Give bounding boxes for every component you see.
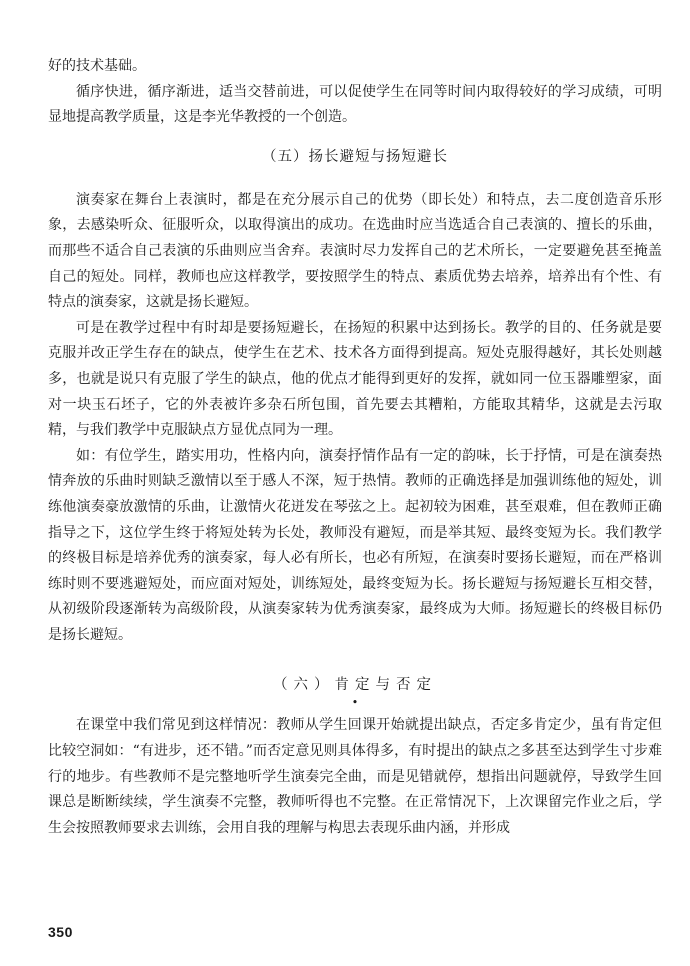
section-heading-6: [48, 673, 662, 694]
section-heading-5: （五）扬长避短与扬短避长: [262, 148, 448, 165]
section5-paragraph-1: 演奏家在舞台上表演时，都是在充分展示自己的优势（即长处）和特点，去二度创造音乐形象，去感染听众、征服听众，以取得演出的成功。在选曲时应当选适合自己表演的、擅长的乐曲，而那些不适合自己表演的乐曲则应当舍弃。表演时尽力发挥自己的艺术所长，一定要避免甚至掩盖自己的短处。同样，教师也应这样教学，要按照学生的特点、素质优势去培养，培养出有个性、有特点的演奏家，这就是扬长避短。: [48, 191, 662, 311]
paragraph-top-1: 好的技术基础。: [48, 58, 146, 74]
document-page: [48, 54, 662, 841]
section5-paragraph-3: 如：有位学生，踏实用功，性格内向，演奏抒情作品有一定的韵味，长于抒情，可是在演奏热情奔放的乐曲时则缺乏激情以至于感人不深，短于热情。教师的正确选择是加强训练他的短处，训练他演奏豪放激情的乐曲，让激情火花迸发在琴弦之上。起初较为困难，甚至艰难，但在教师正确指导之下，这位学生终于将短处转为长处，教师没有避短，而是举其短、最终变短为长。我们教学的终极目标是培养优秀的演奏家，每人必有所长，也必有所短，在演奏时要扬长避短，而在严格训练时则不要逃避短处，而应面对短处，训练短处，最终变短为长。扬长避短与扬短避长互相交替，从初级阶段逐渐转为高级阶段，从演奏家转为优秀演奏家，最终成为大师。扬短避长的终极目标仍是扬长避短。: [48, 447, 662, 643]
paragraph-top-2: 循序快进，循序渐进，适当交替前进，可以促使学生在同等时间内取得较好的学习成绩，可明显地提高教学质量，这是李光华教授的一个创造。: [48, 83, 662, 126]
bullet-dot-mark: •: [351, 696, 359, 710]
section-heading-6-text: （六）肯定与否定: [273, 677, 437, 694]
section6-paragraph-1: 在课堂中我们常见到这样情况：教师从学生回课开始就提出缺点，否定多肯定少，虽有肯定但比较空洞如：“有进步，还不错。”而否定意见则具体得多，有时提出的缺点之多甚至达到学生寸步难行的地步。有些教师不是完整地听学生演奏完全曲，而是见错就停，想指出问题就停，导致学生回课总是断断续续，学生演奏不完整，教师听得也不完整。在正常情况下，上次课留完作业之后，学生会按照教师要求去训练，会用自我的理解与构思去表现乐曲内涵，并形成: [48, 717, 662, 836]
section5-paragraph-2: 可是在教学过程中有时却是要扬短避长，在扬短的积累中达到扬长。教学的目的、任务就是要克服并改正学生存在的缺点，使学生在艺术、技术各方面得到提高。短处克服得越好，其长处则越多，也就是说只有克服了学生的缺点，他的优点才能得到更好的发挥，就如同一位玉器雕塑家，面对一块玉石坯子，它的外表被许多杂石所包围，首先要去其糟粕，方能取其精华，这就是去污取精，与我们教学中克服缺点方显优点同为一理。: [48, 319, 662, 439]
page-number: 350: [48, 924, 73, 940]
